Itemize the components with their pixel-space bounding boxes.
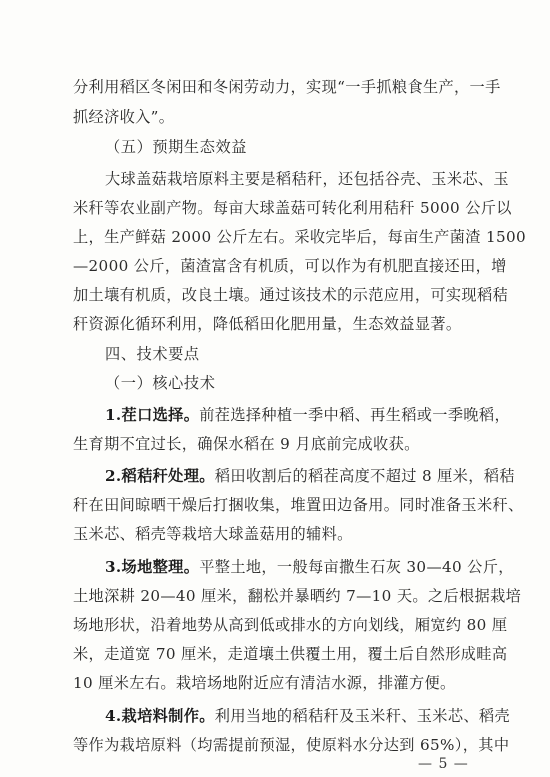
text: 稻田收割后的稻茬高度不超过 8 厘米，稻秸	[214, 467, 515, 485]
text: 米，走道宽 70 厘米，走道壤土供覆土用，覆土后自然形成畦高	[73, 645, 508, 663]
text: 土地深耕 20—40 厘米，翻松并暴晒约 7—10 天。之后根据栽培	[73, 587, 522, 605]
paragraph-line	[105, 169, 509, 189]
heading-text: （一）核心技术	[105, 374, 216, 392]
paragraph-line	[73, 586, 522, 606]
paragraph-line	[105, 405, 510, 425]
text: 加土壤有机质，改良土壤。通过该技术的示范应用，可实现稻秸	[73, 286, 509, 304]
paragraph-line	[105, 706, 510, 726]
text: 分利用稻区冬闲田和冬闲劳动力，实现“一手抓粮食生产，一手	[73, 78, 501, 96]
section-heading-technical-points	[105, 344, 483, 364]
paragraph-line	[73, 644, 508, 664]
paragraph-line	[73, 227, 526, 247]
page-number: — 5 —	[418, 756, 469, 772]
text: —2000 公斤，菌渣富含有机质，可以作为有机肥直接还田，增	[73, 257, 507, 275]
paragraph-line	[73, 524, 483, 544]
paragraph-line	[73, 107, 483, 127]
text: 玉米芯、稻壳等栽培大球盖菇用的辅料。	[73, 525, 353, 543]
text: 米秆等农业副产物。每亩大球盖菇可转化利用秸秆 5000 公斤以	[73, 199, 512, 217]
paragraph-line	[73, 615, 508, 635]
paragraph-line	[73, 198, 512, 218]
paragraph-line	[73, 314, 483, 334]
subsection-heading-core-technology	[105, 373, 483, 393]
text: 平整土地，一般每亩撒生石灰 30—40 公斤，	[199, 558, 514, 576]
text: 等作为栽培原料（均需提前预湿，使原料水分达到 65%），其中	[73, 736, 510, 754]
section-heading-ecological-benefit	[105, 137, 483, 157]
text: 利用当地的稻秸秆及玉米秆、玉米芯、稻壳	[214, 707, 510, 725]
item-title: 1.茬口选择。	[105, 406, 200, 424]
paragraph-line	[73, 434, 483, 454]
text: 场地形状，沿着地势从高到低或排水的方向划线，厢宽约 80 厘	[73, 616, 508, 634]
paragraph-line	[105, 466, 515, 486]
item-title: 2.稻秸秆处理。	[105, 467, 215, 485]
text: 大球盖菇栽培原料主要是稻秸秆，还包括谷壳、玉米芯、玉	[105, 170, 509, 188]
text: 秆资源化循环利用，降低稻田化肥用量，生态效益显著。	[73, 315, 462, 333]
paragraph-line	[73, 285, 509, 305]
text: 生育期不宜过长，确保水稻在 9 月底前完成收获。	[73, 435, 420, 453]
paragraph-line	[73, 256, 507, 276]
heading-text: （五）预期生态效益	[105, 138, 248, 156]
paragraph-line	[73, 77, 501, 97]
text: 抓经济收入”。	[73, 108, 175, 126]
item-title: 3.场地整理。	[105, 558, 200, 576]
paragraph-line	[105, 557, 514, 577]
text: 秆在田间晾晒干燥后打捆收集，堆置田边备用。同时准备玉米秆、	[73, 496, 524, 514]
heading-text: 四、技术要点	[105, 345, 200, 363]
text: 上，生产鲜菇 2000 公斤左右。采收完毕后，每亩生产菌渣 1500	[73, 228, 526, 246]
paragraph-line	[73, 735, 510, 755]
paragraph-line	[73, 495, 524, 515]
text: 10 厘米左右。栽培场地附近应有清洁水源，排灌方便。	[73, 674, 456, 692]
paragraph-line	[73, 673, 483, 693]
item-title: 4.栽培料制作。	[105, 707, 215, 725]
text: 前茬选择种植一季中稻、再生稻或一季晚稻，	[199, 406, 510, 424]
